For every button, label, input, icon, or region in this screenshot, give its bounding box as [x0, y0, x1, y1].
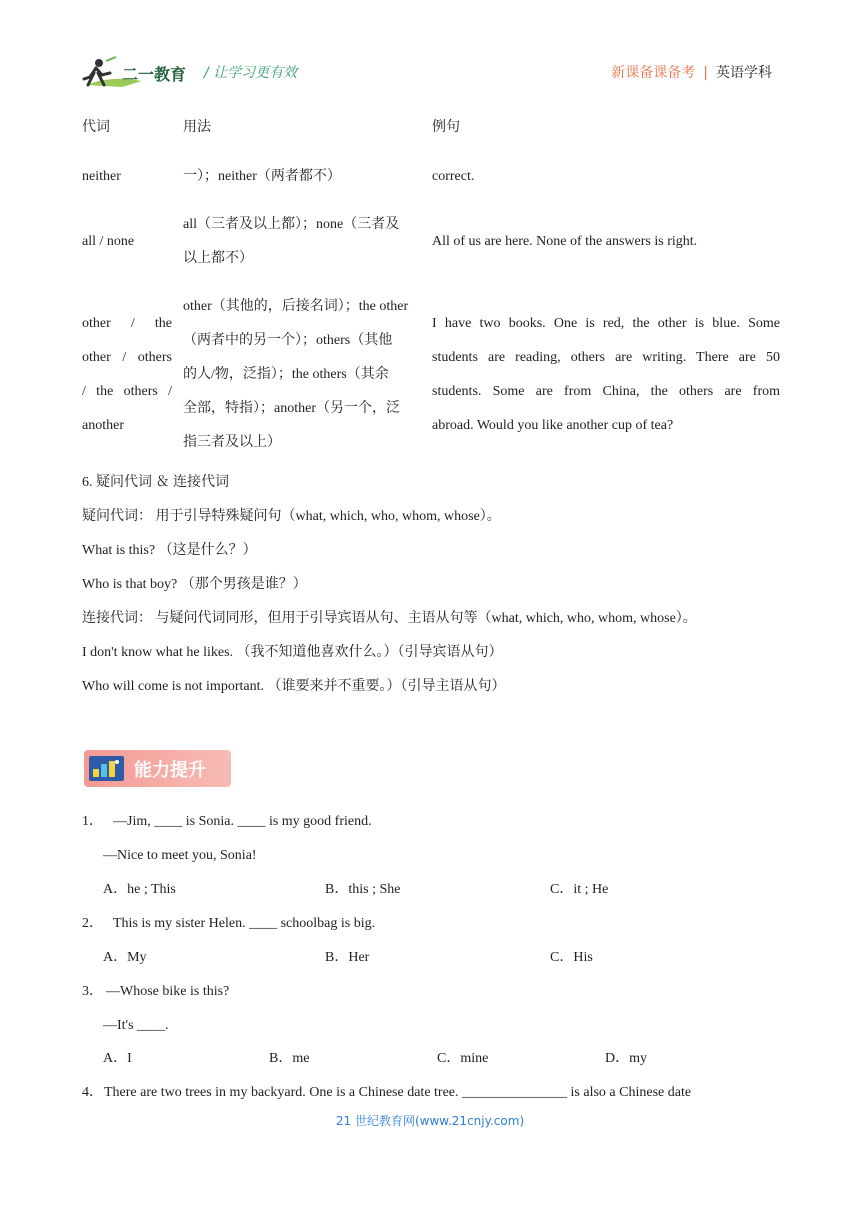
example-sentence: What is this? （这是什么？）: [82, 543, 257, 558]
header-tag: 新课备课备考: [611, 65, 696, 81]
question-text: This is my sister Helen. ____ schoolbag is big.: [113, 916, 376, 931]
table-cell: another: [82, 418, 124, 433]
table-cell: neither: [82, 169, 121, 184]
banner-label: 能力提升: [134, 760, 206, 781]
option[interactable]: C．it ; He: [550, 882, 609, 897]
option[interactable]: A．he ; This: [103, 882, 176, 897]
question-text: There are two trees in my backyard. One is a Chinese date tree. _______________ is also a Chinese date: [104, 1085, 692, 1100]
header-subject-name: 英语学科: [716, 65, 772, 81]
table-cell: other / the: [82, 316, 172, 331]
table-cell: students are reading, others are writing. There are 50: [432, 350, 780, 365]
question-number: 3．: [82, 984, 103, 999]
table-cell: all（三者及以上都）；none（三者及: [183, 217, 400, 232]
logo: [82, 55, 192, 91]
table-cell: （两者中的另一个）；others（其他: [183, 333, 393, 348]
question-text: —Jim, ____ is Sonia. ____ is my good friend.: [113, 814, 372, 829]
table-cell: other / others: [82, 350, 172, 365]
option[interactable]: D．my: [605, 1051, 647, 1066]
paragraph: 连接代词： 与疑问代词同形，但用于引导宾语从句、主语从句等（what, which, who, whom, whose）。: [82, 611, 697, 626]
header-slogan: / 让学习更有效: [204, 65, 298, 81]
ability-banner: [84, 750, 231, 787]
table-cell: / the others /: [82, 384, 172, 399]
option[interactable]: A．My: [103, 950, 147, 965]
table-cell: correct.: [432, 169, 475, 184]
question-number: 4．: [82, 1085, 103, 1100]
option[interactable]: B．this ; She: [325, 882, 401, 897]
table-cell: other（其他的，后接名词）；the other: [183, 299, 409, 314]
table-cell: 全部，特指）；another（另一个，泛: [183, 401, 400, 416]
table-cell: students. Some are from China, the others are from: [432, 384, 780, 399]
question-text: —Nice to meet you, Sonia!: [103, 848, 257, 863]
question-number: 2．: [82, 916, 103, 931]
example-sentence: Who is that boy? （那个男孩是谁？）: [82, 577, 307, 592]
logo-text: 二一教育: [122, 65, 187, 84]
question-number: 1．: [82, 814, 103, 829]
table-cell: All of us are here. None of the answers is right.: [432, 234, 698, 249]
option[interactable]: B．Her: [325, 950, 370, 965]
table-header-pronoun: 代词: [82, 120, 110, 135]
question-text: —Whose bike is this?: [106, 984, 230, 999]
table-cell: abroad. Would you like another cup of tea?: [432, 418, 674, 433]
option[interactable]: C．mine: [437, 1051, 489, 1066]
table-cell: 以上都不）: [183, 251, 253, 266]
section-heading: 6. 疑问代词 ＆ 连接代词: [82, 475, 229, 490]
example-sentence: Who will come is not important. （谁要来并不重要。）（引导主语从句）: [82, 679, 506, 694]
table-cell: 指三者及以上）: [183, 435, 281, 450]
example-sentence: I don't know what he likes. （我不知道他喜欢什么。）（引导宾语从句）: [82, 645, 503, 660]
option[interactable]: C．His: [550, 950, 593, 965]
question-text: —It's ____.: [103, 1018, 169, 1033]
header-subject: [611, 62, 772, 82]
header-separator: |: [703, 65, 708, 81]
option[interactable]: A．I: [103, 1051, 132, 1066]
table-header-example: 例句: [432, 120, 460, 135]
table-header-usage: 用法: [183, 120, 211, 135]
table-cell: I have two books. One is red, the other is blue. Some: [432, 316, 780, 331]
paragraph: 疑问代词： 用于引导特殊疑问句（what, which, who, whom, whose）。: [82, 509, 501, 524]
table-cell: all / none: [82, 234, 135, 249]
table-cell: 的人/物，泛指）；the others（其余: [183, 367, 389, 382]
table-cell: 一）；neither（两者都不）: [183, 169, 341, 184]
footer-link[interactable]: 21 世纪教育网(www.21cnjy.com): [335, 1114, 525, 1128]
option[interactable]: B．me: [269, 1051, 310, 1066]
chart-icon: [89, 756, 124, 781]
